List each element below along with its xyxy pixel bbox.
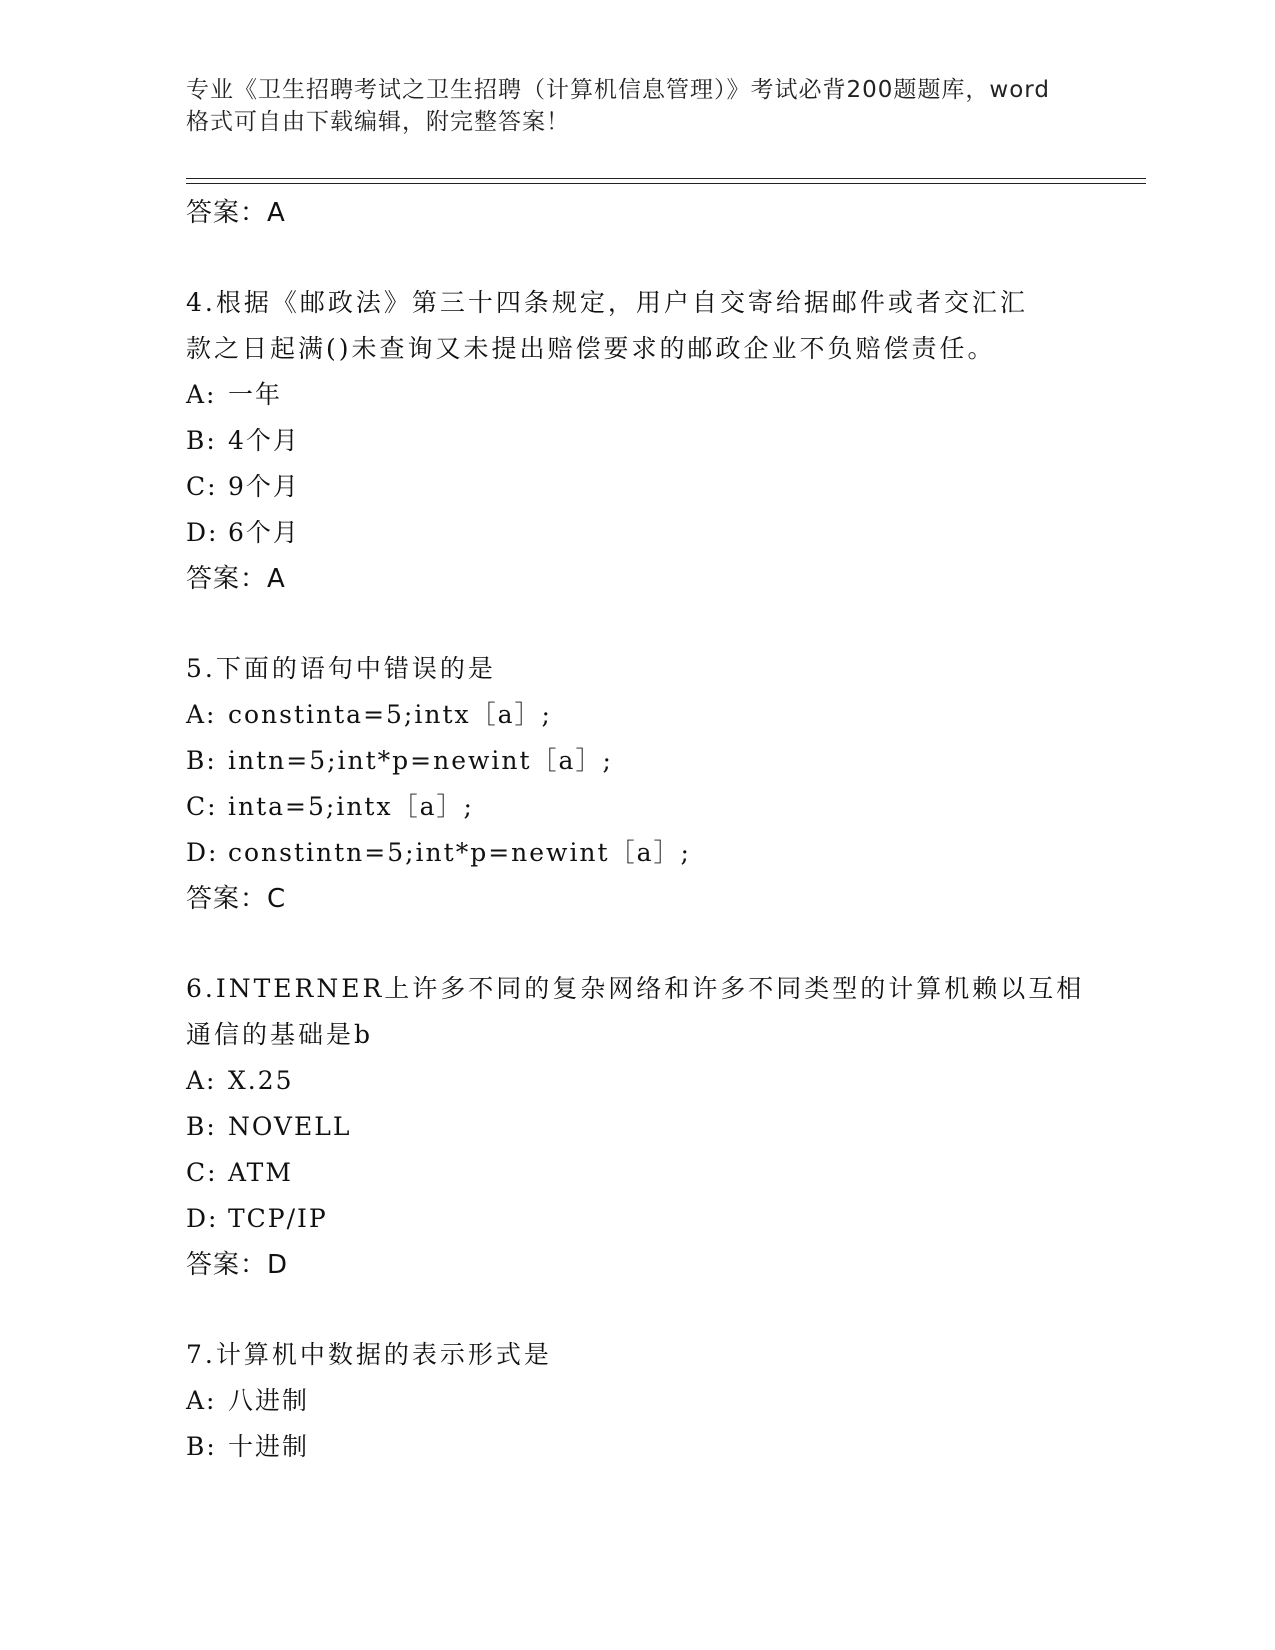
question-6-option-c: C: ATM: [186, 1158, 293, 1187]
question-5-text: [186, 646, 1086, 692]
question-6-line-1: 6.INTERNER上许多不同的复杂网络和许多不同类型的计算机赖以互相: [186, 974, 1085, 1003]
question-4-line-2: 款之日起满()未查询又未提出赔偿要求的邮政企业不负赔偿责任。: [186, 334, 996, 363]
previous-answer: 答案：A: [186, 198, 286, 228]
question-4-answer: 答案：A: [186, 564, 286, 594]
question-5-option-d: D: constintn=5;int*p=newint［a］;: [186, 838, 691, 867]
question-4-option-d: D: 6个月: [186, 518, 300, 547]
question-6-line-2: 通信的基础是b: [186, 1020, 374, 1049]
question-list: [186, 190, 1086, 1470]
question-7-option-b: B: 十进制: [186, 1432, 310, 1461]
header-line-1: 专业《卫生招聘考试之卫生招聘（计算机信息管理）》考试必背200题题库，word: [186, 77, 1050, 103]
question-6-option-d: D: TCP/IP: [186, 1204, 328, 1233]
header-line-2: 格式可自由下载编辑，附完整答案！: [186, 109, 570, 135]
question-5-line-1: 5.下面的语句中错误的是: [186, 654, 496, 683]
question-5-answer: 答案：C: [186, 884, 287, 914]
question-5-option-a: A: constinta=5;intx［a］;: [186, 700, 552, 729]
question-4-line-1: 4.根据《邮政法》第三十四条规定，用户自交寄给据邮件或者交汇汇: [186, 288, 1028, 317]
document-header: [186, 74, 1086, 138]
question-5-option-b: B: intn=5;int*p=newint［a］;: [186, 746, 613, 775]
question-7-line-1: 7.计算机中数据的表示形式是: [186, 1340, 552, 1369]
question-4-option-b: B: 4个月: [186, 426, 300, 455]
question-6-option-a: A: X.25: [186, 1066, 294, 1095]
header-divider-top: [186, 178, 1146, 179]
question-4-option-c: C: 9个月: [186, 472, 300, 501]
question-7-text: [186, 1332, 1086, 1378]
question-6-answer: 答案：D: [186, 1250, 289, 1280]
question-7-option-a: A: 八进制: [186, 1386, 310, 1415]
question-5-option-c: C: inta=5;intx［a］;: [186, 792, 474, 821]
header-divider-bottom: [186, 183, 1146, 184]
question-4-option-a: A: 一年: [186, 380, 283, 409]
question-6-text: [186, 966, 1086, 1058]
question-4-text: [186, 280, 1086, 372]
question-6-option-b: B: NOVELL: [186, 1112, 352, 1141]
